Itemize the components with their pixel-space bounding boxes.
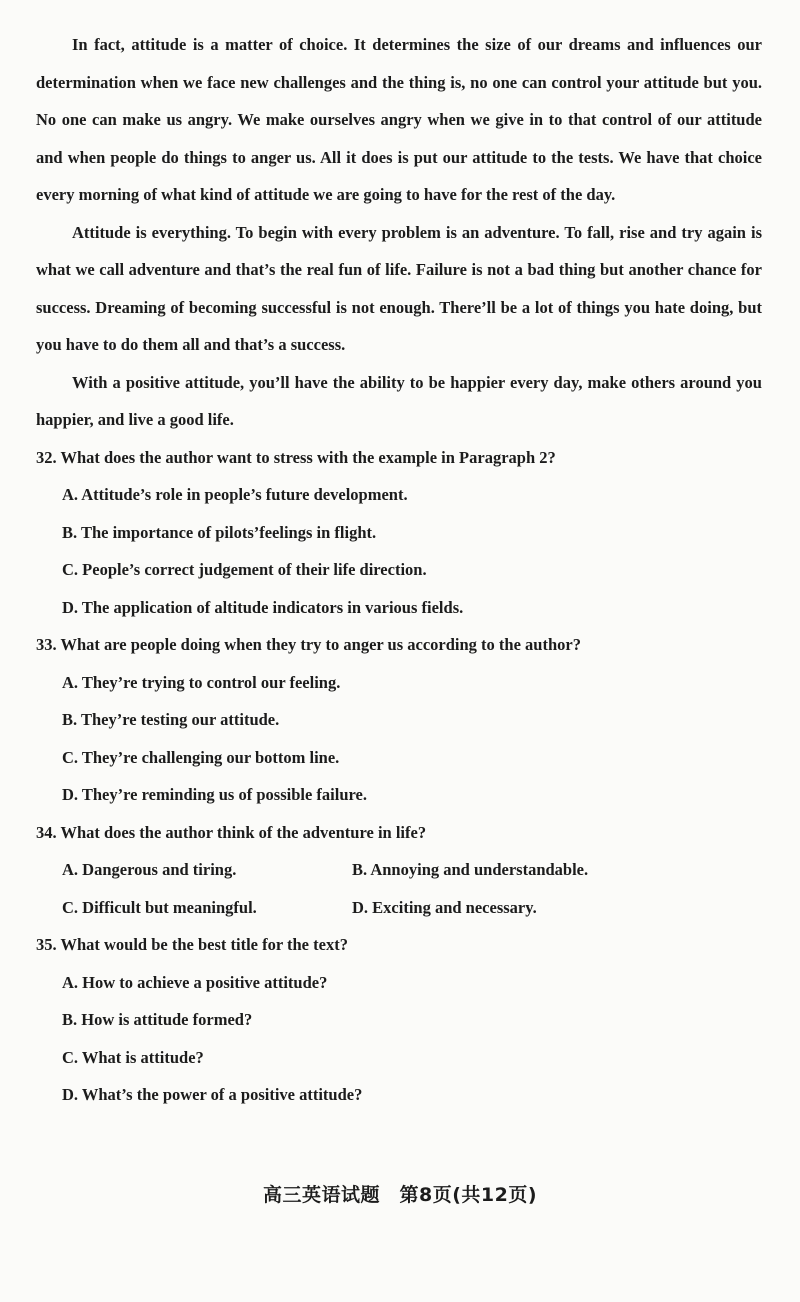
question-33-option-d: D. They’re reminding us of possible failure. — [62, 785, 367, 804]
question-32 — [36, 439, 762, 627]
question-33-stem: 33. What are people doing when they try to anger us according to the author? — [36, 635, 581, 654]
question-35 — [36, 926, 762, 1114]
question-33-option-b: B. They’re testing our attitude. — [62, 710, 280, 729]
question-34 — [36, 814, 762, 927]
question-33 — [36, 626, 762, 814]
question-32-option-a: A. Attitude’s role in people’s future development. — [62, 485, 408, 504]
question-34-option-a: A. Dangerous and tiring. — [62, 860, 237, 879]
question-33-option-c: C. They’re challenging our bottom line. — [62, 747, 340, 767]
question-35-stem: 35. What would be the best title for the text? — [36, 935, 348, 954]
passage-paragraph-1: In fact, attitude is a matter of choice. It determines the size of our dreams and influences our determination when we face new challenges and the thing is, no one can control your attitude but you. No one can make us angry. We make ourselves angry when we give in to that control of our attitude and when people do things to anger us. All it does is put our attitude to the tests. We have that choice every morning of what kind of attitude we are going to have for the rest of the day. — [36, 35, 762, 204]
question-34-row-1 — [62, 851, 762, 889]
question-34-option-b: B. Annoying and understandable. — [352, 860, 589, 879]
question-35-option-c: C. What is attitude? — [62, 1047, 204, 1067]
question-34-stem: 34. What does the author think of the adventure in life? — [36, 822, 427, 842]
question-34-option-c: C. Difficult but meaningful. — [62, 897, 257, 917]
question-35-option-a: A. How to achieve a positive attitude? — [62, 972, 328, 992]
question-35-option-b: B. How is attitude formed? — [62, 1010, 253, 1029]
question-34-row-2 — [62, 889, 762, 927]
page-footer: 高三英语试题 第8页(共12页) — [262, 1184, 538, 1206]
question-34-option-d: D. Exciting and necessary. — [352, 897, 537, 917]
question-32-option-d: D. The application of altitude indicators in various fields. — [62, 597, 464, 617]
question-33-option-a: A. They’re trying to control our feeling. — [62, 672, 341, 692]
question-35-option-d: D. What’s the power of a positive attitude? — [62, 1085, 363, 1104]
question-32-stem: 32. What does the author want to stress with the example in Paragraph 2? — [36, 447, 556, 467]
question-32-option-c: C. People’s correct judgement of their life direction. — [62, 560, 427, 579]
question-32-option-b: B. The importance of pilots’feelings in flight. — [62, 522, 377, 542]
passage-paragraph-3: With a positive attitude, you’ll have the ability to be happier every day, make others around you happier, and live a good life. — [36, 372, 762, 429]
passage-paragraph-2: Attitude is everything. To begin with every problem is an adventure. To fall, rise and try again is what we call adventure and that’s the real fun of life. Failure is not a bad thing but another chance for success. Dreaming of becoming successful is not enough. There’ll be a lot of things you hate doing, but you have to do them all and that’s a success. — [36, 222, 762, 354]
